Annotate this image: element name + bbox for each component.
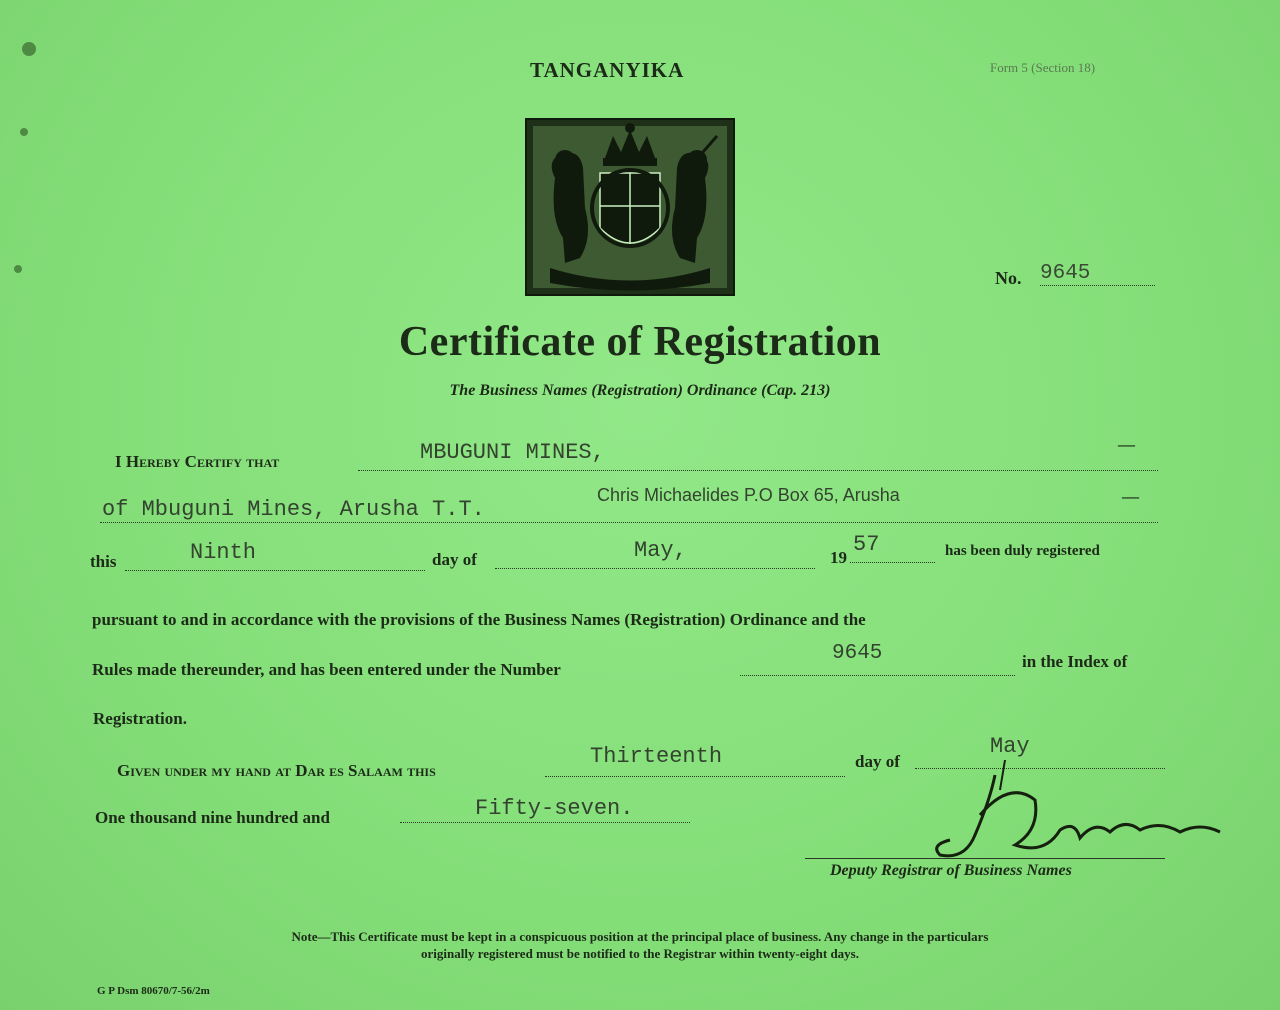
line-dash: — [1118,435,1135,454]
form-reference: Form 5 (Section 18) [990,60,1096,75]
registration-text: Registration. [93,709,187,728]
index-number: 9645 [832,642,883,665]
certificate-subtitle: The Business Names (Registration) Ordinance (Cap. 213) [449,382,831,399]
index-number-line [740,675,1015,676]
registration-month: May, [634,538,687,563]
address-detail: Chris Michaelides P.O Box 65, Arusha [597,485,900,505]
year-words-label: One thousand nine hundred and [95,808,330,827]
country-name: TANGANYIKA [530,58,685,82]
day-of-label: day of [432,550,477,569]
year-words-line [400,822,690,823]
given-month: May [990,734,1030,759]
certificate-title: Certificate of Registration [398,319,882,365]
punch-mark [14,265,22,273]
business-name-value: MBUGUNI MINES, [420,440,605,465]
given-day-line [545,776,845,777]
printer-reference: G P Dsm 80670/7-56/2m [97,985,210,997]
this-label: this [90,552,117,571]
royal-coat-of-arms-icon [525,118,735,296]
given-day: Thirteenth [590,744,723,769]
certify-label: I Hereby Certify that [115,452,280,471]
address-line [100,522,1158,523]
registration-day: Ninth [190,540,257,565]
year-prefix: 19 [830,548,847,567]
punch-mark [20,128,28,136]
certificate-number: 9645 [1040,262,1155,286]
business-name-line [358,470,1158,471]
number-label: No. [995,268,1022,288]
given-label [117,761,436,781]
note-line-2: originally registered must be notified to the Registrar within twenty-eight days. [421,946,859,961]
given-label-text: Given under my hand at Dar es Salaam this [117,761,436,780]
registered-text: has been duly registered [945,543,1100,559]
signature-line [805,858,1165,859]
note-line-1: Note—This Certificate must be kept in a conspicuous position at the principal place of business. Any change in the particulars [291,929,989,944]
rules-text: Rules made thereunder, and has been entered under the Number [92,660,561,679]
address-prefix: of Mbuguni Mines, Arusha T.T. [102,497,485,522]
punch-mark [22,42,36,56]
year-line [850,562,935,563]
index-text: in the Index of [1022,652,1128,671]
line-dash: — [1122,487,1139,506]
given-day-of-label: day of [855,752,900,771]
registration-year: 57 [853,532,880,557]
day-line [125,570,425,571]
provisions-text: pursuant to and in accordance with the provisions of the Business Names (Registration) Ordinance and the [92,610,866,629]
month-line [495,568,815,569]
certificate-note [95,928,1185,962]
deputy-registrar-title: Deputy Registrar of Business Names [830,862,1072,879]
given-year: Fifty-seven. [475,796,634,821]
